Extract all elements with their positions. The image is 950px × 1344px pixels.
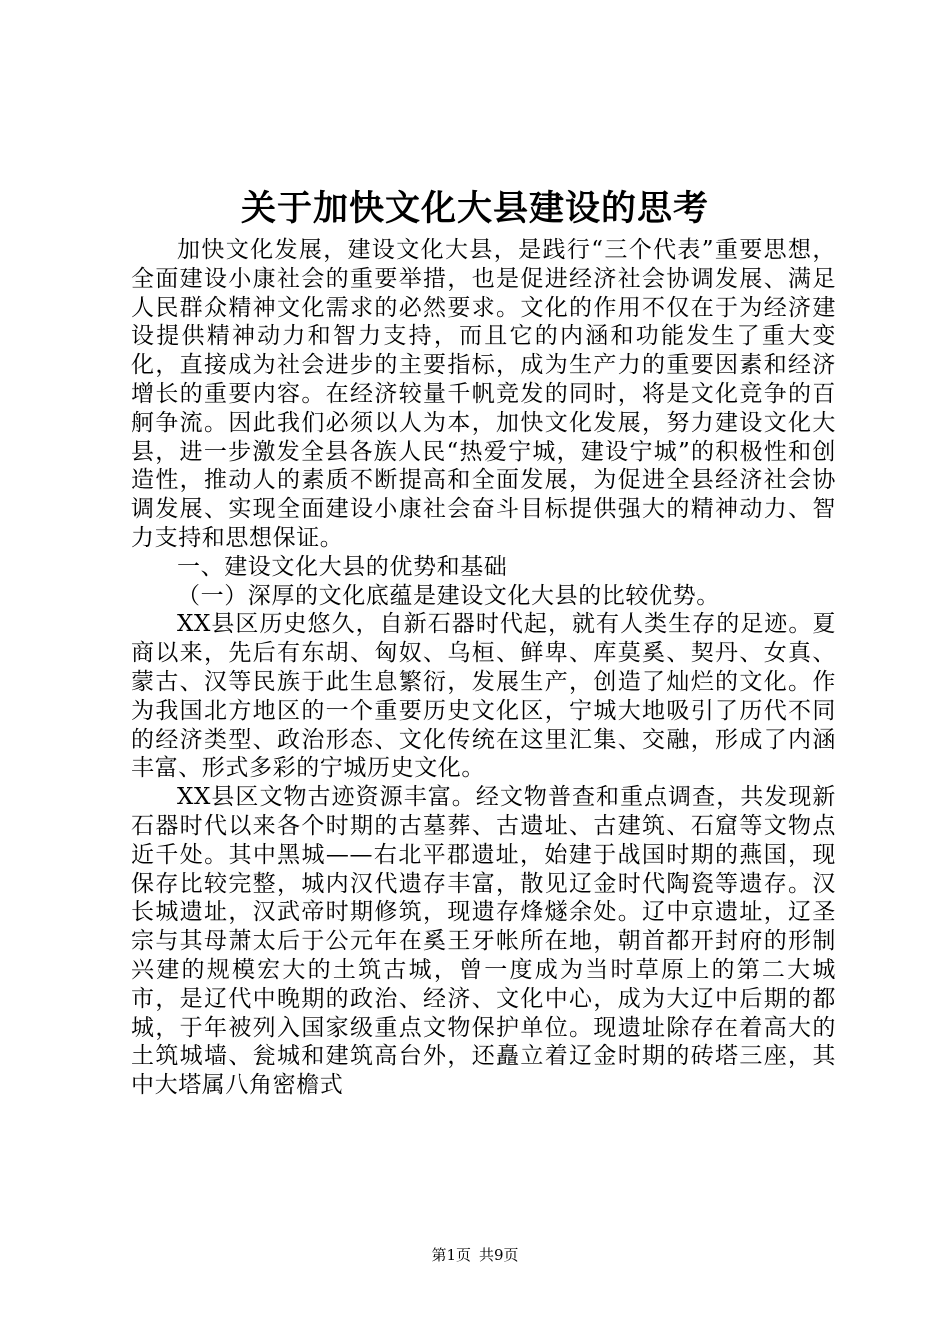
relics-paragraph: XX县区文物古迹资源丰富。经文物普查和重点调查，共发现新石器时代以来各个时期的古墓葬、古遗址、古建筑、石窟等文物点近千处。其中黑城——右北平郡遗址，始建于战国时期的燕国，现保存比较完整，城内汉代遗存丰富，散见辽金时代陶瓷等遗存。汉长城遗址，汉武帝时期修筑，现遗存烽燧余处。辽中京遗址，辽圣宗与其母萧太后于公元年在奚王牙帐所在地，朝首都开封府的形制兴建的规模宏大的土筑古城，曾一度成为当时草原上的第二大城市，是辽代中晚期的政治、经济、文化中心，成为大辽中后期的都城，于年被列入国家级重点文物保护单位。现遗址除存在着高大的土筑城墙、瓮城和建筑高台外，还矗立着辽金时期的砖塔三座，其中大塔属八角密檐式 [131,784,836,1099]
intro-paragraph: 加快文化发展，建设文化大县，是践行“三个代表”重要思想，全面建设小康社会的重要举措，也是促进经济社会协调发展、满足人民群众精神文化需求的必然要求。文化的作用不仅在于为经济建设提供精神动力和智力支持，而且它的内涵和功能发生了重大变化，直接成为社会进步的主要指标，成为生产力的重要因素和经济增长的重要内容。在经济较量千帆竞发的同时，将是文化竞争的百舸争流。因此我们必须以人为本，加快文化发展，努力建设文化大县，进一步激发全县各族人民“热爱宁城，建设宁城”的积极性和创造性，推动人的素质不断提高和全面发展，为促进全县经济社会协调发展、实现全面建设小康社会奋斗目标提供强大的精神动力、智力支持和思想保证。 [131,237,836,551]
section-heading: 一、建设文化大县的优势和基础 [177,553,508,580]
page-footer [0,1244,950,1266]
page-number: 第1页 [431,1246,471,1264]
subsection-heading: （一）深厚的文化底蕴是建设文化大县的比较优势。 [177,582,720,609]
document-body [131,236,836,1100]
page-total: 共9页 [479,1246,519,1264]
document-title: 关于加快文化大县建设的思考 [240,188,709,229]
history-paragraph: XX县区历史悠久，自新石器时代起，就有人类生存的足迹。夏商以来，先后有东胡、匈奴、乌桓、鲜卑、库莫奚、契丹、女真、蒙古、汉等民族于此生息繁衍，发展生产，创造了灿烂的文化。作为我国北方地区的一个重要历史文化区，宁城大地吸引了历代不同的经济类型、政治形态、文化传统在这里汇集、交融，形成了内涵丰富、形式多彩的宁城历史文化。 [131,611,836,782]
